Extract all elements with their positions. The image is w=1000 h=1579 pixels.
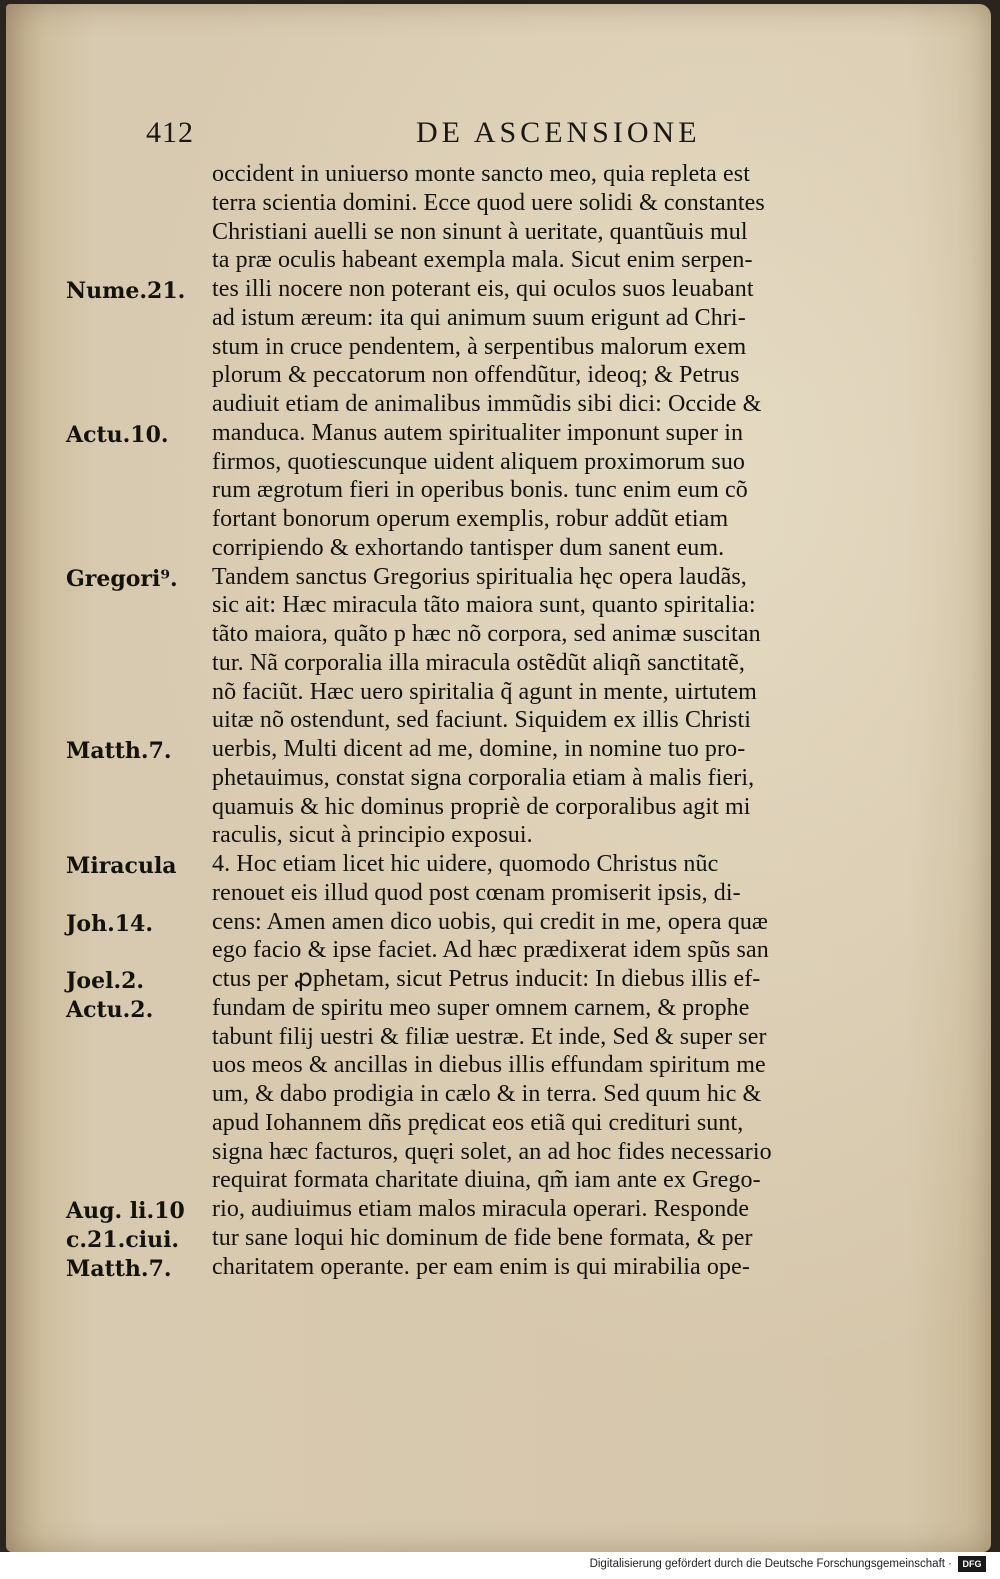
text-line: charitatem operante. per eam enim is qui mirabilia ope- — [212, 1253, 750, 1280]
book-page — [6, 4, 991, 1552]
page-number: 412 — [146, 116, 194, 149]
text-line: Tandem sanctus Gregorius spiritualia hęc opera laudãs, — [212, 563, 747, 590]
text-line: requirat formata charitate diuina, qm̃ iam ante ex Grego- — [212, 1167, 761, 1194]
footer-bar — [0, 1552, 1000, 1579]
text-line: corripiendo & exhortando tantisper dum sanent eum. — [212, 534, 725, 561]
text-line: tes illi nocere non poterant eis, qui oculos suos leuabant — [212, 276, 754, 302]
dfg-logo: DFG — [958, 1556, 986, 1572]
margin-note: Nume.21. — [66, 278, 186, 304]
text-line: tur sane loqui hic dominum de fide bene formata, & per — [212, 1224, 753, 1251]
text-line: ta præ oculis habeant exempla mala. Sicut enim serpen- — [212, 247, 753, 274]
text-line: signa hæc facturos, quęri solet, an ad hoc fides necessario — [212, 1138, 772, 1165]
text-line: tabunt filij uestri & filiæ uestræ. Et inde, Sed & super ser — [212, 1023, 767, 1050]
text-line: quamuis & hic dominus propriè de corporalibus agit mi — [212, 793, 751, 820]
text-line: uitæ nõ ostendunt, sed faciunt. Siquidem ex illis Christi — [212, 707, 752, 734]
text-line: firmos, quotiescunque uident aliquem proximorum suo — [212, 448, 746, 475]
running-title: DE ASCENSIONE — [416, 116, 701, 149]
text-line: rio, audiuimus etiam malos miracula operari. Responde — [212, 1196, 750, 1222]
text-line: phetauimus, constat signa corporalia etiam à malis fieri, — [212, 764, 755, 791]
text-line: fortant bonorum operum exemplis, robur addũt etiam — [212, 506, 729, 532]
text-line: stum in cruce pendentem, à serpentibus malorum exem — [212, 333, 747, 360]
text-line: raculis, sicut à principio exposui. — [212, 822, 533, 849]
margin-note: c.21.ciui. — [66, 1226, 180, 1253]
text-line: sic ait: Hæc miracula tãto maiora sunt, quanto spiritalia: — [212, 592, 756, 619]
funding-notice: Digitalisierung gefördert durch die Deutsche Forschungsgemeinschaft · — [589, 1558, 952, 1570]
text-line: apud Iohannem dñs prędicat eos etiã qui credituri sunt, — [212, 1109, 744, 1136]
text-line: plorum & peccatorum non offendũtur, ideoq; & Petrus — [212, 362, 740, 389]
text-line: ego facio & ipse faciet. Ad hæc prædixerat idem spũs san — [212, 937, 769, 964]
main-text — [212, 160, 922, 1281]
margin-note: Actu.10. — [66, 421, 169, 448]
text-line: audiuit etiam de animalibus immũdis sibi dici: Occide & — [212, 391, 762, 417]
text-line: um, & dabo prodigia in cælo & in terra. Sed quum hic & — [212, 1081, 762, 1107]
text-line: uerbis, Multi dicent ad me, domine, in nomine tuo pro- — [212, 736, 746, 762]
margin-note: Gregori⁹. — [66, 565, 178, 592]
text-line: tãto maiora, quãto p hæc nõ corpora, sed animæ suscitan — [212, 621, 761, 647]
margin-note: Joel.2. — [66, 968, 145, 994]
text-line: cens: Amen amen dico uobis, qui credit in me, opera quæ — [212, 908, 769, 935]
margin-note: Joh.14. — [66, 910, 154, 937]
text-line: fundam de spiritu meo super omnem carnem, & prophe — [212, 994, 750, 1021]
text-line: uos meos & ancillas in diebus illis effundam spiritum me — [212, 1052, 766, 1079]
text-line: Christiani auelli se non sinunt à ueritate, quantũuis mul — [212, 218, 748, 245]
text-line: manduca. Manus autem spiritualiter imponunt super in — [212, 419, 744, 446]
text-line: ad istum æreum: ita qui animum suum erigunt ad Chri- — [212, 304, 746, 331]
text-line: renouet eis illud quod post cœnam promiserit ipsis, di- — [212, 879, 741, 906]
text-line: rum ægrotum fieri in operibus bonis. tunc enim eum cõ — [212, 477, 748, 504]
text-line: ctus per ꝓphetam, sicut Petrus inducit: In diebus illis ef- — [212, 966, 761, 992]
text-line: terra scientia domini. Ecce quod uere solidi & constantes — [212, 189, 765, 216]
text-line: nõ faciũt. Hæc uero spiritalia q̃ agunt in mente, uirtutem — [212, 678, 757, 705]
text-line: occident in uniuerso monte sancto meo, quia repleta est — [212, 161, 750, 187]
margin-note: Matth.7. — [66, 1255, 172, 1282]
text-line: tur. Nã corporalia illa miracula ostẽdũt aliqñ sanctitatẽ, — [212, 649, 745, 676]
margin-note: Actu.2. — [66, 996, 154, 1023]
margin-note: Matth.7. — [66, 738, 172, 764]
margin-note: Aug. li.10 — [66, 1198, 185, 1224]
margin-note: Miracula — [66, 853, 177, 879]
text-line: 4. Hoc etiam licet hic uidere, quomodo Christus nũc — [212, 851, 719, 877]
running-header — [146, 116, 906, 156]
